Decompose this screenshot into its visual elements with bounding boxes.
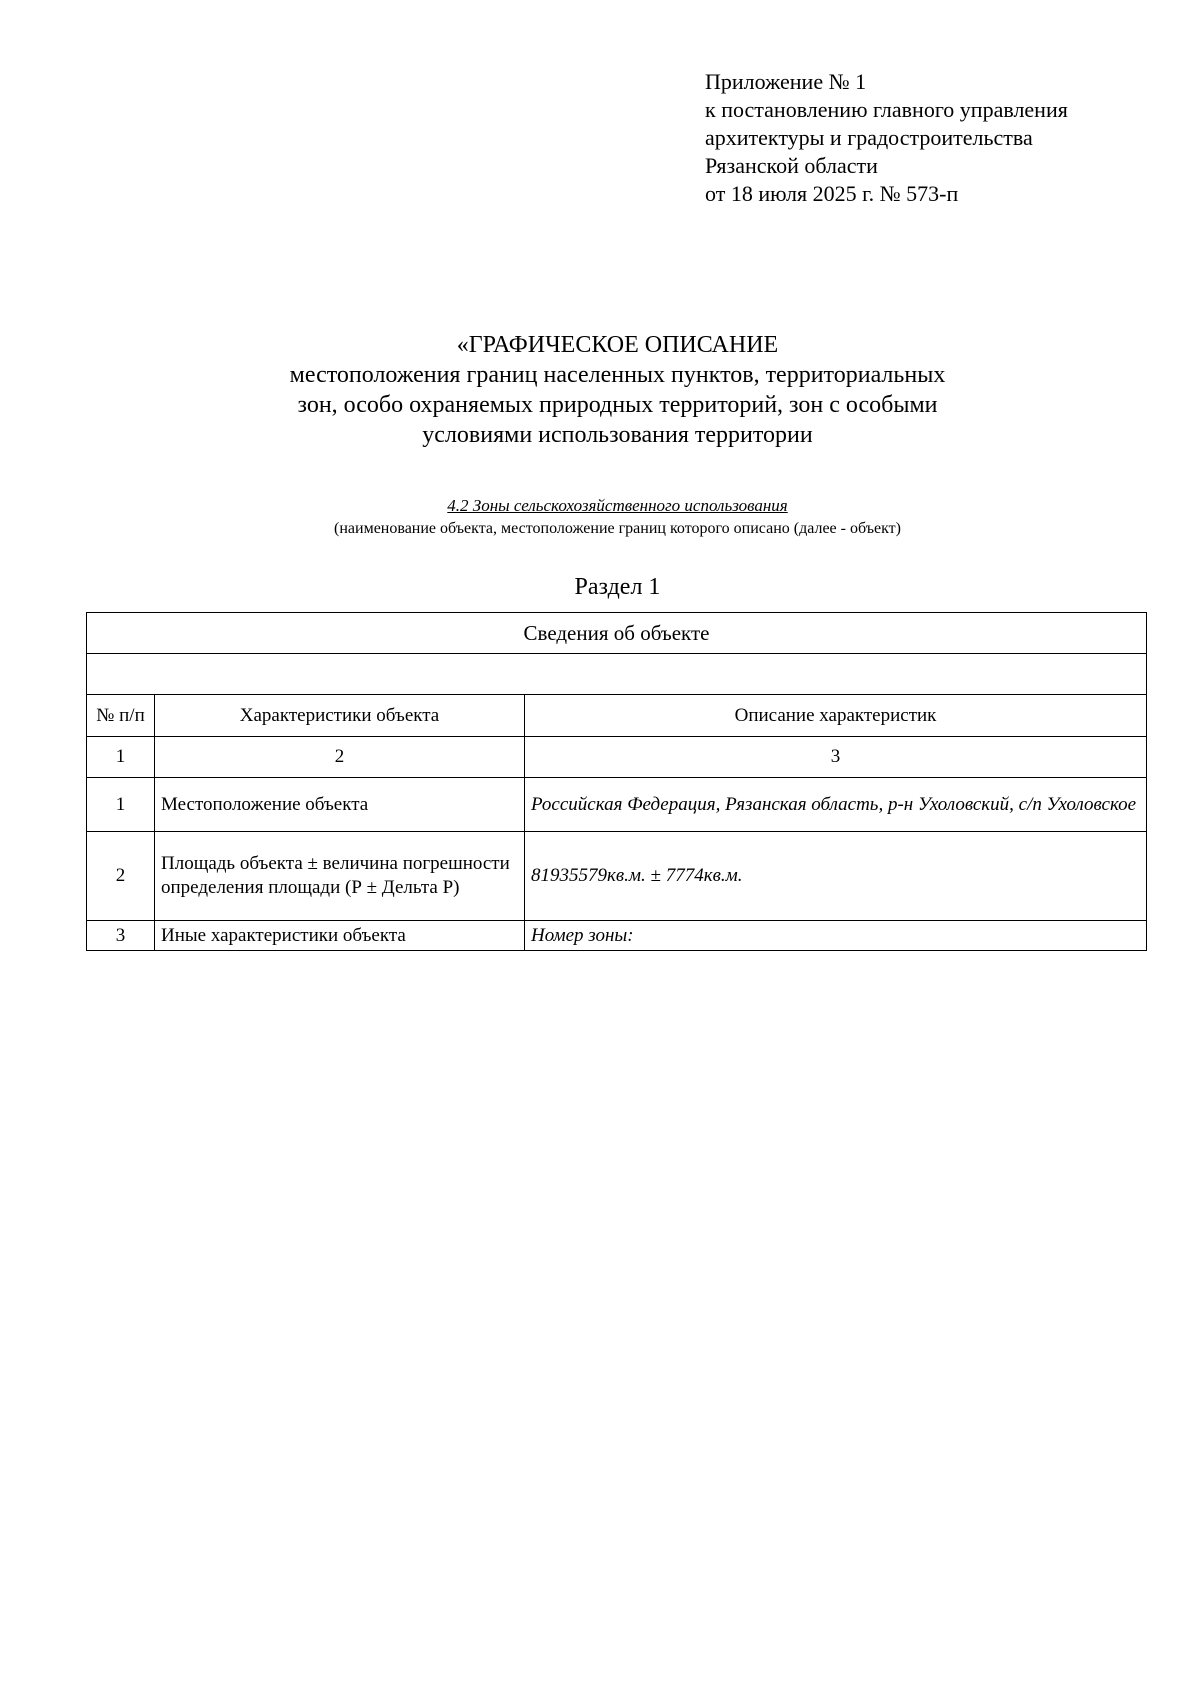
appendix-date-line: от 18 июля 2025 г. № 573-п (705, 181, 959, 206)
characteristic-cell: Иные характеристики объекта (155, 921, 525, 951)
appendix-line: Приложение № 1 (705, 69, 867, 94)
description-cell: Номер зоны: (525, 921, 1147, 951)
object-name: 4.2 Зоны сельскохозяйственного использования (447, 496, 788, 515)
table-caption: Сведения об объекте (87, 613, 1147, 654)
table-row (87, 778, 1147, 832)
object-info-table (86, 612, 1147, 951)
appendix-line: Рязанской области (705, 153, 878, 178)
row-number: 3 (87, 921, 155, 951)
table-row (87, 832, 1147, 921)
row-number: 1 (87, 778, 155, 832)
column-header: № п/п (87, 695, 155, 737)
title-line: условиями использования территории (422, 422, 813, 448)
appendix-line: архитектуры и градостроительства (705, 125, 1033, 150)
row-number: 2 (87, 832, 155, 921)
table-row (87, 921, 1147, 951)
description-cell: Российская Федерация, Рязанская область, р-н Ухоловский, с/п Ухоловское (525, 778, 1147, 832)
column-header: Характеристики объекта (155, 695, 525, 737)
column-number: 3 (525, 737, 1147, 778)
description-cell: 81935579кв.м. ± 7774кв.м. (525, 832, 1147, 921)
characteristic-cell: Площадь объекта ± величина погрешности определения площади (Р ± Дельта Р) (155, 832, 525, 921)
column-numbers-row (87, 737, 1147, 778)
appendix-header (705, 68, 1068, 208)
table-empty-row (87, 654, 1147, 695)
appendix-line: к постановлению главного управления (705, 97, 1068, 122)
section-title: Раздел 1 (574, 574, 661, 600)
table-header-row (87, 695, 1147, 737)
document-title (0, 330, 1200, 450)
empty-cell (87, 654, 1147, 695)
column-number: 2 (155, 737, 525, 778)
title-line: «ГРАФИЧЕСКОЕ ОПИСАНИЕ (456, 332, 779, 358)
column-header: Описание характеристик (525, 695, 1147, 737)
object-name-caption: (наименование объекта, местоположение границ которого описано (далее - объект) (334, 520, 901, 537)
column-number: 1 (87, 737, 155, 778)
characteristic-cell: Местоположение объекта (155, 778, 525, 832)
title-line: зон, особо охраняемых природных территорий, зон с особыми (297, 392, 938, 418)
title-line: местоположения границ населенных пунктов, территориальных (289, 362, 946, 388)
table-caption-row (87, 613, 1147, 654)
